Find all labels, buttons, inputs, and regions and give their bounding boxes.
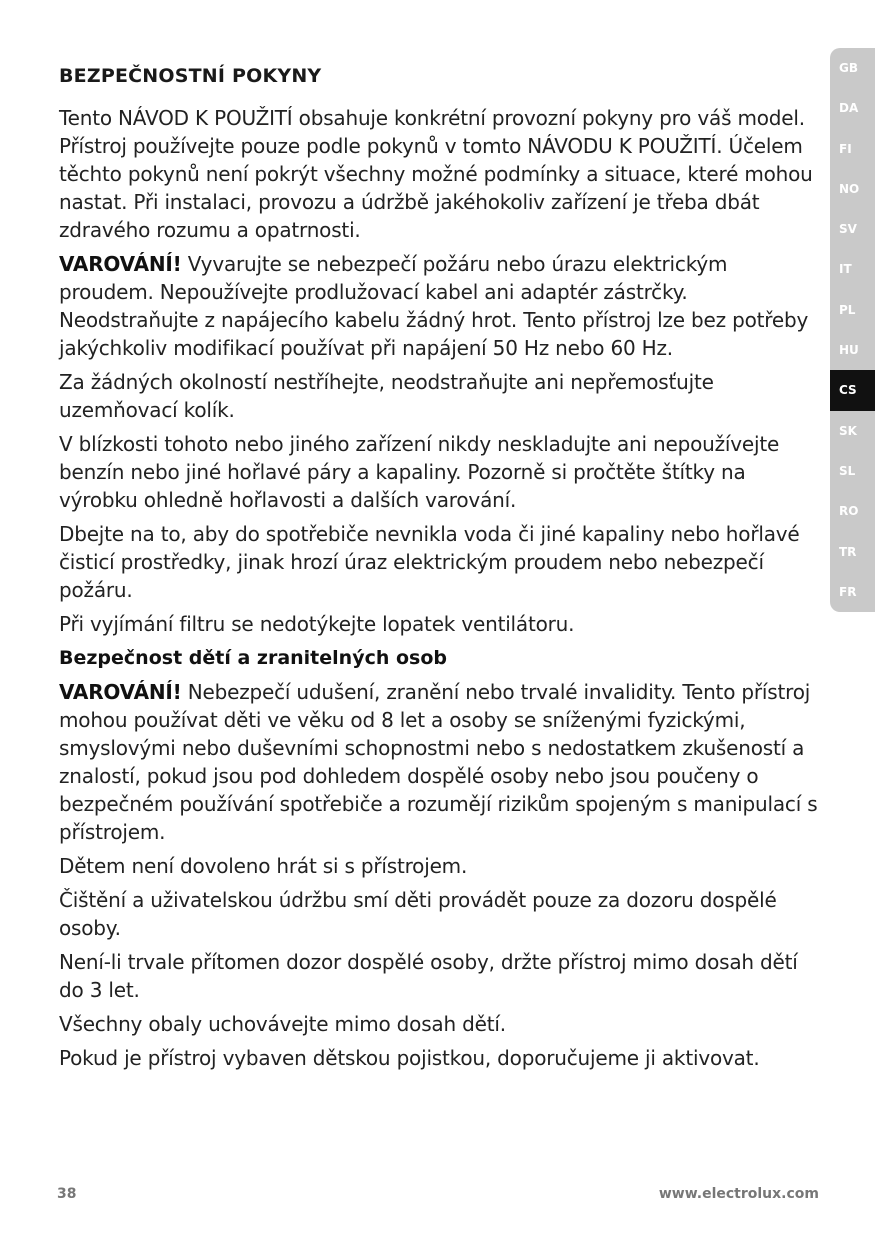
lang-tab-da[interactable]: DA: [839, 101, 859, 116]
filter-paragraph: Při vyjímání filtru se nedotýkejte lopatek ventilátoru.: [59, 612, 575, 636]
childlock-paragraph: Pokud je přístroj vybaven dětskou pojistkou, doporučujeme ji aktivovat.: [59, 1046, 760, 1070]
intro-paragraph: Tento NÁVOD K POUŽITÍ obsahuje konkrétní provozní pokyny pro váš model. Přístroj používejte pouze podle pokynů v tomto NÁVODU K POUŽITÍ. Účelem těchto pokynů není pokrýt všechny možné podmínky a situace, které mohou nastat. Při instalaci, provozu a údržbě jakéhokoliv zařízení je třeba dbát zdravého rozumu a opatrnosti.: [59, 106, 813, 242]
lang-tab-gb[interactable]: GB: [839, 61, 858, 75]
lang-tab-sv[interactable]: SV: [839, 222, 857, 237]
water-paragraph: Dbejte na to, aby do spotřebiče nevnikla voda či jiné kapaliny nebo hořlavé čisticí prostředky, jinak hrozí úraz elektrickým proudem nebo nebezpečí požáru.: [59, 522, 800, 602]
footer-url[interactable]: www.electrolux.com: [658, 1186, 819, 1202]
warning-label: VAROVÁNÍ!: [59, 680, 182, 704]
warning-electric: [59, 250, 819, 362]
cleaning-paragraph: Čištění a uživatelskou údržbu smí děti provádět pouze za dozoru dospělé osoby.: [59, 888, 777, 940]
main-content: [59, 62, 819, 1078]
warning-children: [59, 678, 819, 846]
ground-pin-paragraph: Za žádných okolností nestříhejte, neodstraňujte ani nepřemosťujte uzemňovací kolík.: [59, 370, 714, 422]
lang-tab-sl[interactable]: SL: [839, 463, 856, 478]
supervision-paragraph: Není-li trvale přítomen dozor dospělé osoby, držte přístroj mimo dosah dětí do 3 let.: [59, 950, 798, 1002]
lang-tab-fr[interactable]: FR: [839, 584, 857, 599]
warning-label: VAROVÁNÍ!: [59, 252, 182, 276]
lang-tab-hu[interactable]: HU: [839, 343, 859, 358]
warning-text: Vyvarujte se nebezpečí požáru nebo úrazu elektrickým proudem. Nepoužívejte prodlužovací kabel ani adaptér zástrčky. Neodstraňujte z napájecího kabelu žádný hrot. Tento přístroj lze bez potřeby jakýchkoliv modifikací používat při napájení 50 Hz nebo 60 Hz.: [59, 252, 809, 360]
language-tabs: [830, 48, 875, 612]
lang-tab-cs[interactable]: CS: [830, 370, 875, 410]
lang-tab-it[interactable]: IT: [839, 262, 852, 277]
lang-tab-tr[interactable]: TR: [839, 544, 857, 559]
lang-tab-sk[interactable]: SK: [839, 423, 857, 438]
packaging-paragraph: Všechny obaly uchovávejte mimo dosah dětí.: [59, 1012, 506, 1036]
lang-tab-pl[interactable]: PL: [839, 302, 856, 317]
warning-text: Nebezpečí udušení, zranění nebo trvalé invalidity. Tento přístroj mohou používat děti ve věku od 8 let a osoby se sníženými fyzickými, smyslovými nebo duševními schopnostmi nebo s nedostatkem zkušeností a znalostí, pokud jsou pod dohledem dospělé osoby nebo jsou poučeny o bezpečném používání spotřebiče a rozumějí rizikům spojeným s manipulací s přístrojem.: [59, 680, 818, 844]
lang-tab-fi[interactable]: FI: [839, 141, 852, 156]
section-subheading: Bezpečnost dětí a zranitelných osob: [59, 647, 447, 669]
lang-tab-ro[interactable]: RO: [839, 504, 859, 519]
page-title: BEZPEČNOSTNÍ POKYNY: [59, 65, 322, 87]
lang-tab-no[interactable]: NO: [839, 181, 860, 196]
flammable-paragraph: V blízkosti tohoto nebo jiného zařízení nikdy neskladujte ani nepoužívejte benzín nebo jiné hořlavé páry a kapaliny. Pozorně si pročtěte štítky na výrobku ohledně hořlavosti a dalších varování.: [59, 432, 780, 512]
page-number: 38: [57, 1186, 77, 1202]
play-paragraph: Dětem není dovoleno hrát si s přístrojem.: [59, 854, 468, 878]
